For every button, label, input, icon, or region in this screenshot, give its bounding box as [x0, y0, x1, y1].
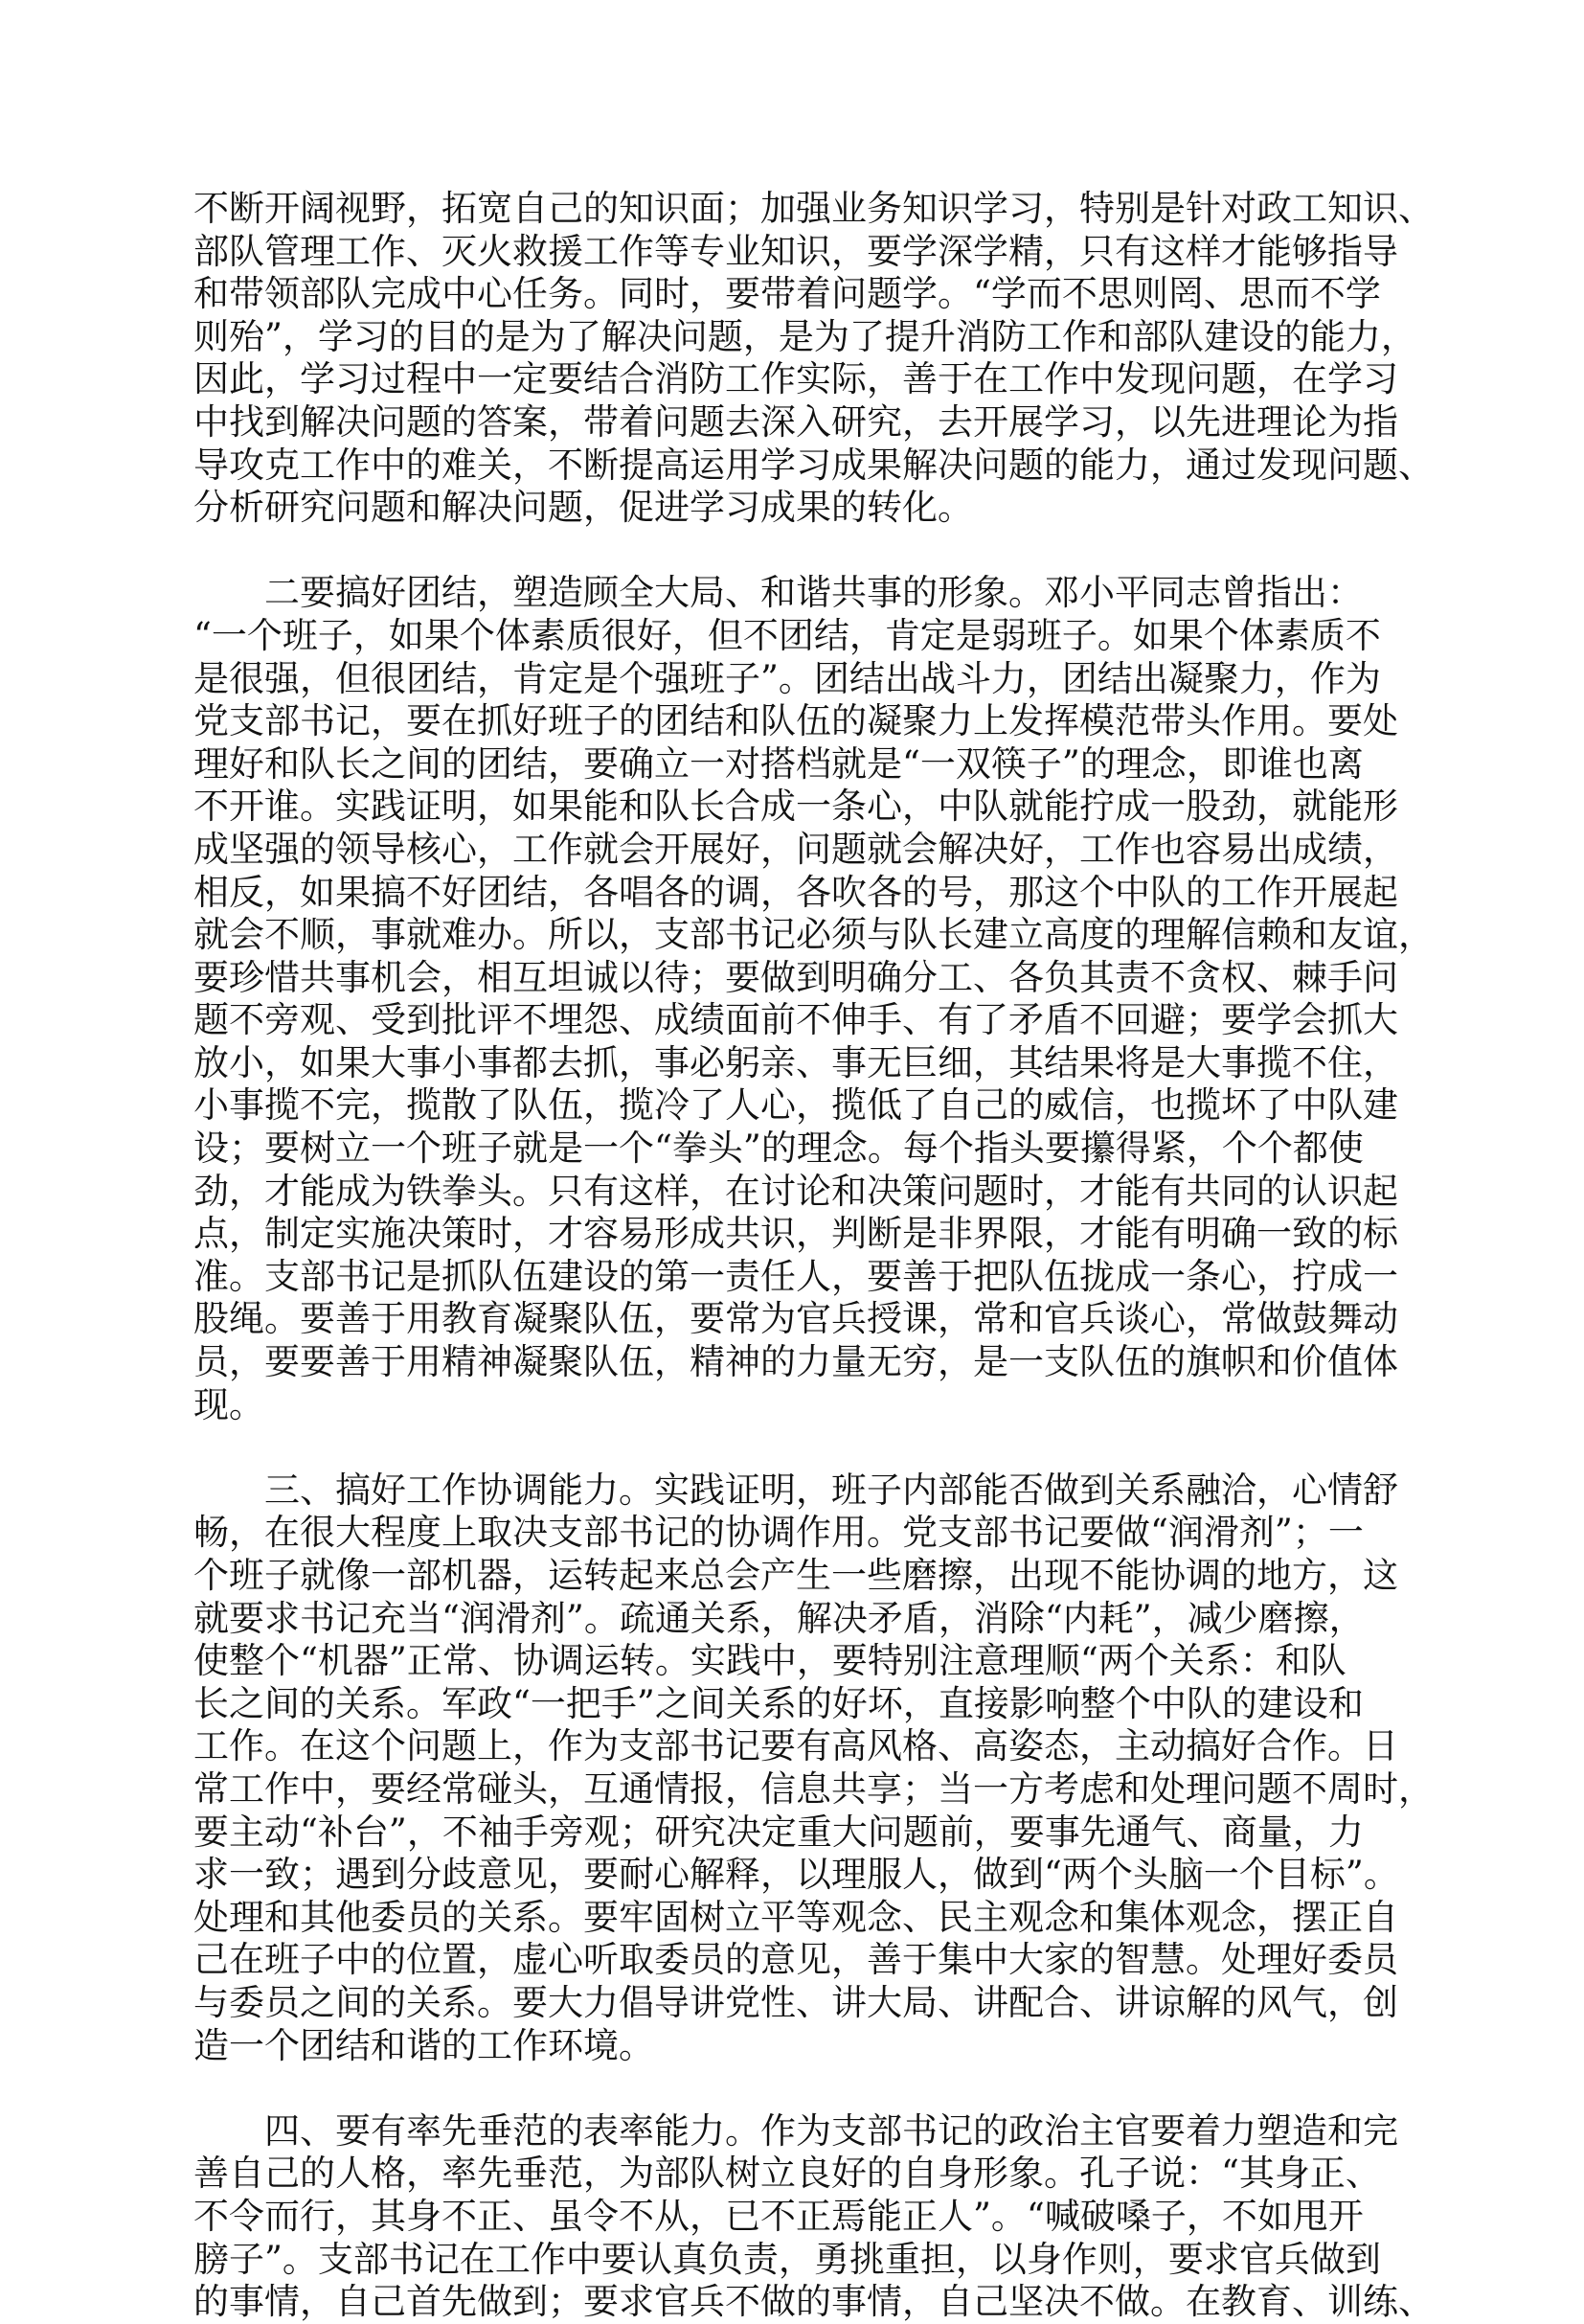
text-line: 个班子就像一部机器，运转起来总会产生一些磨擦，出现不能协调的地方，这	[193, 1555, 1398, 1596]
text-line: 造一个团结和谐的工作环境。	[193, 2024, 654, 2066]
paragraph-study	[193, 188, 1434, 530]
text-line: 点，制定实施决策时，才容易形成共识，判断是非界限，才能有明确一致的标	[193, 1213, 1398, 1255]
text-line: 和带领部队完成中心任务。同时，要带着问题学。“学而不思则罔、思而不学	[193, 273, 1381, 315]
text-line: 常工作中，要经常碰头，互通情报，信息共享；当一方考虑和处理问题不周时，	[193, 1767, 1434, 1810]
text-line: 则殆”，学习的目的是为了解决问题，是为了提升消防工作和部队建设的能力，	[193, 315, 1416, 357]
text-line: 中找到解决问题的答案，带着问题去深入研究，去开展学习，以先进理论为指	[193, 400, 1398, 443]
text-line: 工作。在这个问题上，作为支部书记要有高风格、高姿态，主动搞好合作。日	[193, 1725, 1398, 1767]
text-line: 股绳。要善于用教育凝聚队伍，要常为官兵授课，常和官兵谈心，常做鼓舞动	[193, 1298, 1398, 1340]
paragraph-unity	[193, 572, 1434, 1426]
text-line: 就会不顺，事就难办。所以，支部书记必须与队长建立高度的理解信赖和友谊，	[193, 914, 1434, 956]
text-line: 部队管理工作、灭火救援工作等专业知识，要学深学精，只有这样才能够指导	[193, 230, 1398, 272]
text-line: 导攻克工作中的难关，不断提高运用学习成果解决问题的能力，通过发现问题、	[193, 444, 1434, 486]
text-line: 不令而行，其身不正、虽令不从，已不正焉能正人”。“喊破嗓子，不如甩开	[193, 2195, 1364, 2237]
text-line: 四、要有率先垂范的表率能力。作为支部书记的政治主官要着力塑造和完	[193, 2109, 1398, 2152]
text-line: 要主动“补台”，不袖手旁观；研究决定重大问题前，要事先通气、商量，力	[193, 1811, 1364, 1853]
text-line: 长之间的关系。军政“一把手”之间关系的好坏，直接影响整个中队的建设和	[193, 1682, 1364, 1724]
text-line: 设；要树立一个班子就是一个“拳头”的理念。每个指头要攥得紧，个个都使	[193, 1128, 1364, 1170]
text-line: 成坚强的领导核心，工作就会开展好，问题就会解决好，工作也容易出成绩，	[193, 828, 1398, 870]
text-line: 放小，如果大事小事都去抓，事必躬亲、事无巨细，其结果将是大事揽不住，	[193, 1041, 1398, 1083]
text-line: “一个班子，如果个体素质很好，但不团结，肯定是弱班子。如果个体素质不	[193, 614, 1381, 656]
text-line: 的事情，自己首先做到；要求官兵不做的事情，自己坚决不做。在教育、训练、	[193, 2281, 1434, 2323]
document-body	[193, 188, 1434, 2324]
text-line: 因此，学习过程中一定要结合消防工作实际，善于在工作中发现问题，在学习	[193, 358, 1398, 400]
text-line: 与委员之间的关系。要大力倡导讲党性、讲大局、讲配合、讲谅解的风气，创	[193, 1981, 1398, 2023]
text-line: 题不旁观、受到批评不埋怨、成绩面前不伸手、有了矛盾不回避；要学会抓大	[193, 999, 1398, 1041]
text-line: 党支部书记，要在抓好班子的团结和队伍的凝聚力上发挥模范带头作用。要处	[193, 700, 1398, 742]
text-line: 相反，如果搞不好团结，各唱各的调，各吹各的号，那这个中队的工作开展起	[193, 871, 1398, 913]
text-line: 使整个“机器”正常、协调运转。实践中，要特别注意理顺“两个关系：和队	[193, 1640, 1346, 1682]
text-line: 分析研究问题和解决问题，促进学习成果的转化。	[193, 487, 973, 529]
paragraph-example	[193, 2109, 1434, 2324]
text-line: 准。支部书记是抓队伍建设的第一责任人，要善于把队伍拢成一条心，拧成一	[193, 1255, 1398, 1297]
text-line: 善自己的人格，率先垂范，为部队树立良好的自身形象。孔子说：“其身正、	[193, 2153, 1381, 2195]
text-line: 求一致；遇到分歧意见，要耐心解释，以理服人，做到“两个头脑一个目标”。	[193, 1854, 1399, 1896]
text-line: 己在班子中的位置，虚心听取委员的意见，善于集中大家的智慧。处理好委员	[193, 1939, 1398, 1981]
text-line: 就要求书记充当“润滑剂”。疏通关系，解决矛盾，消除“内耗”，减少磨擦，	[193, 1597, 1365, 1639]
text-line: 二要搞好团结，塑造顾全大局、和谐共事的形象。邓小平同志曾指出：	[193, 572, 1363, 614]
text-line: 三、搞好工作协调能力。实践证明，班子内部能否做到关系融洽，心情舒	[193, 1469, 1398, 1511]
text-line: 理好和队长之间的团结，要确立一对搭档就是“一双筷子”的理念，即谁也离	[193, 742, 1364, 785]
text-line: 要珍惜共事机会，相互坦诚以待；要做到明确分工、各负其责不贪权、棘手问	[193, 956, 1398, 998]
text-line: 劲，才能成为铁拳头。只有这样，在讨论和决策问题时，才能有共同的认识起	[193, 1170, 1398, 1212]
text-line: 畅，在很大程度上取决支部书记的协调作用。党支部书记要做“润滑剂”；一	[193, 1512, 1364, 1554]
text-line: 处理和其他委员的关系。要牢固树立平等观念、民主观念和集体观念，摆正自	[193, 1896, 1398, 1938]
text-line: 不开谁。实践证明，如果能和队长合成一条心，中队就能拧成一股劲，就能形	[193, 786, 1398, 828]
paragraph-coordination	[193, 1469, 1434, 2067]
text-line: 不断开阔视野，拓宽自己的知识面；加强业务知识学习，特别是针对政工知识、	[193, 188, 1434, 229]
text-line: 膀子”。支部书记在工作中要认真负责，勇挑重担，以身作则，要求官兵做到	[193, 2238, 1381, 2280]
text-line: 小事揽不完，揽散了队伍，揽冷了人心，揽低了自己的威信，也揽坏了中队建	[193, 1084, 1398, 1127]
text-line: 现。	[193, 1383, 264, 1425]
text-line: 员，要要善于用精神凝聚队伍，精神的力量无穷，是一支队伍的旗帜和价值体	[193, 1341, 1398, 1383]
text-line: 是很强，但很团结，肯定是个强班子”。团结出战斗力，团结出凝聚力，作为	[193, 657, 1381, 699]
